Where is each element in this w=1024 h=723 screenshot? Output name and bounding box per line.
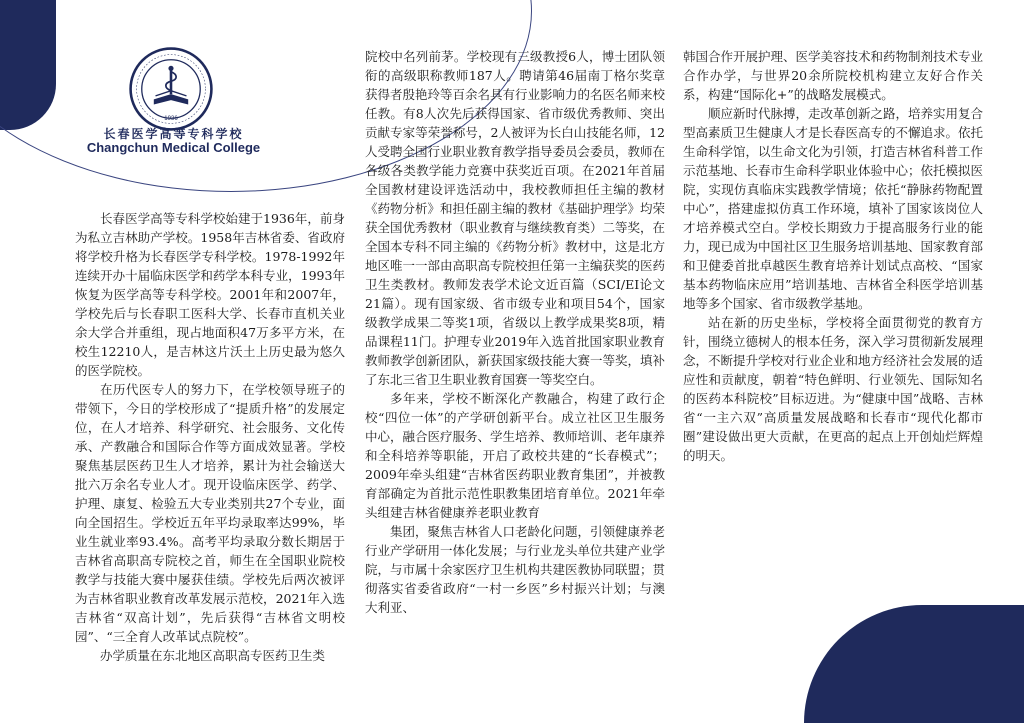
paragraph-quality: 办学质量在东北地区高职高专医药卫生类 bbox=[100, 648, 326, 663]
text-column-2 bbox=[365, 47, 665, 617]
paragraph-future: 站在新的历史坐标，学校将全面贯彻党的教育方针，围绕立德树人的根本任务，深入学习贯彻新发展理念，不断提升学校对行业企业和地方经济社会发展的适应性和贡献度，朝着“特色鲜明、行业领先、国际知名的医药本科院校”目标迈进。为“健康中国”战略、吉林省“一主六双”高质量发展战略和长春市“现代化都市圈”建设做出更大贡献，在更高的起点上开创灿烂辉煌的明天。 bbox=[683, 315, 984, 463]
corner-decoration-bottom-right bbox=[804, 605, 1024, 723]
paragraph-international: 韩国合作开展护理、医学美容技术和药物制剂技术专业合作办学，与世界20余所院校机构建立友好合作关系，构建“国际化+”的战略发展模式。 bbox=[683, 49, 984, 102]
paragraph-innovation: 顺应新时代脉搏，走改革创新之路，培养实用复合型高素质卫生健康人才是长春医高专的不懈追求。依托生命科学馆，以生命文化为引领，打造吉林省科普工作示范基地、长春市生命科学职业体验中心；依托模拟医院，实现仿真临床实践教学情境；依托“静脉药物配置中心”，搭建虚拟仿真工作环境，填补了国家该岗位人才培养模式空白。学校长期致力于提高服务行业的能力，现已成为中国社区卫生服务培训基地、国家教育部和卫健委首批卓越医生教育培养计划试点高校、“国家基本药物临床应用”培训基地、吉林省全科医学培训基地等多个国家、省市级教学基地。 bbox=[683, 106, 984, 311]
college-name-english: Changchun Medical College bbox=[86, 140, 261, 155]
paragraph-elderly-care: 集团，聚焦吉林省人口老龄化问题，引领健康养老行业产学研用一体化发展；与行业龙头单位共建产业学院，与市属十余家医疗卫生机构共建医教协同联盟；贯彻落实省委省政府“一村一乡医”乡村振兴计划；与澳大利亚、 bbox=[365, 524, 666, 615]
text-column-1 bbox=[75, 209, 345, 665]
text-column-3 bbox=[683, 47, 983, 465]
college-seal-logo bbox=[128, 46, 214, 132]
paragraph-faculty: 院校中名列前茅。学校现有三级教授6人，博士团队领衔的高级职称教师187人。聘请第46届南丁格尔奖章获得者殷艳玲等百余名具有行业影响力的名医名师来校任教。有8人次先后获得国家、省市级优秀教师、突出贡献专家等荣誉称号，2人被评为长白山技能名师，12人受聘全国行业职业教育教学指导委员会委员，教师在各级各类教学能力竞赛中获奖近百项。在2021年首届全国教材建设评选活动中，我校教师担任主编的教材《药物分析》和担任副主编的教材《基础护理学》均荣获全国优秀教材（职业教育与继续教育类）二等奖，在全国本专科不同主编的《药物分析》教材中，这是北方地区唯一一部由高职高专院校担任第一主编获奖的医药卫生类教材。教师发表学术论文近百篇（SCI/EI论文21篇）。现有国家级、省市级专业和项目54个，国家级教学成果二等奖1项，省级以上教学成果奖8项，精品课程11门。护理专业2019年入选首批国家职业教育教师教学创新团队，新获国家级技能大赛一等奖，填补了东北三省卫生职业教育国赛一等奖空白。 bbox=[365, 49, 666, 387]
college-name-chinese: 长春医学高等专科学校 bbox=[103, 127, 244, 141]
paragraph-development: 在历代医专人的努力下，在学校领导班子的带领下，今日的学校形成了“提质升格”的发展定位，在人才培养、科学研究、社会服务、文化传承、产教融合和国际合作等方面成效显著。学校聚焦基层医药卫生人才培养，累计为社会输送大批六万余名专业人才。现开设临床医学、药学、护理、康复、检验五大专业类别共27个专业，面向全国招生。学校近五年平均录取率达99%，毕业生就业率93.4%。高考平均录取分数长期居于吉林省高职高专院校之首，师生在全国职业院校教学与技能大赛中屡获佳绩。学校先后两次被评为吉林省职业教育改革发展示范校，2021年入选吉林省“双高计划”，先后获得“吉林省文明校园”、“三全育人改革试点院校”。 bbox=[75, 382, 345, 644]
paragraph-industry-integration: 多年来，学校不断深化产教融合，构建了政行企校“四位一体”的产学研创新平台。成立社区卫生服务中心，融合医疗服务、学生培养、教师培训、老年康养和全科培养等职能，开启了政校共建的“长春模式”；2009年牵头组建“吉林省医药职业教育集团”，并被教育部确定为首批示范性职教集团培育单位。2021年牵头组建吉林省健康养老职业教育 bbox=[365, 391, 666, 520]
svg-text:1936: 1936 bbox=[164, 115, 178, 122]
paragraph-history: 长春医学高等专科学校始建于1936年，前身为私立吉林助产学校。1958年吉林省委、省政府将学校升格为长春医学专科学校。1978-1992年连续开办十届临床医学和药学本科专业，1993年恢复为医学高等专科学校。2001年和2007年，学校先后与长春职工医科大学、长春市直机关业余大学合并重组，现占地面积47万多平方米，在校生12210人，是吉林这片沃土上历史最为悠久的医学院校。 bbox=[75, 211, 345, 378]
